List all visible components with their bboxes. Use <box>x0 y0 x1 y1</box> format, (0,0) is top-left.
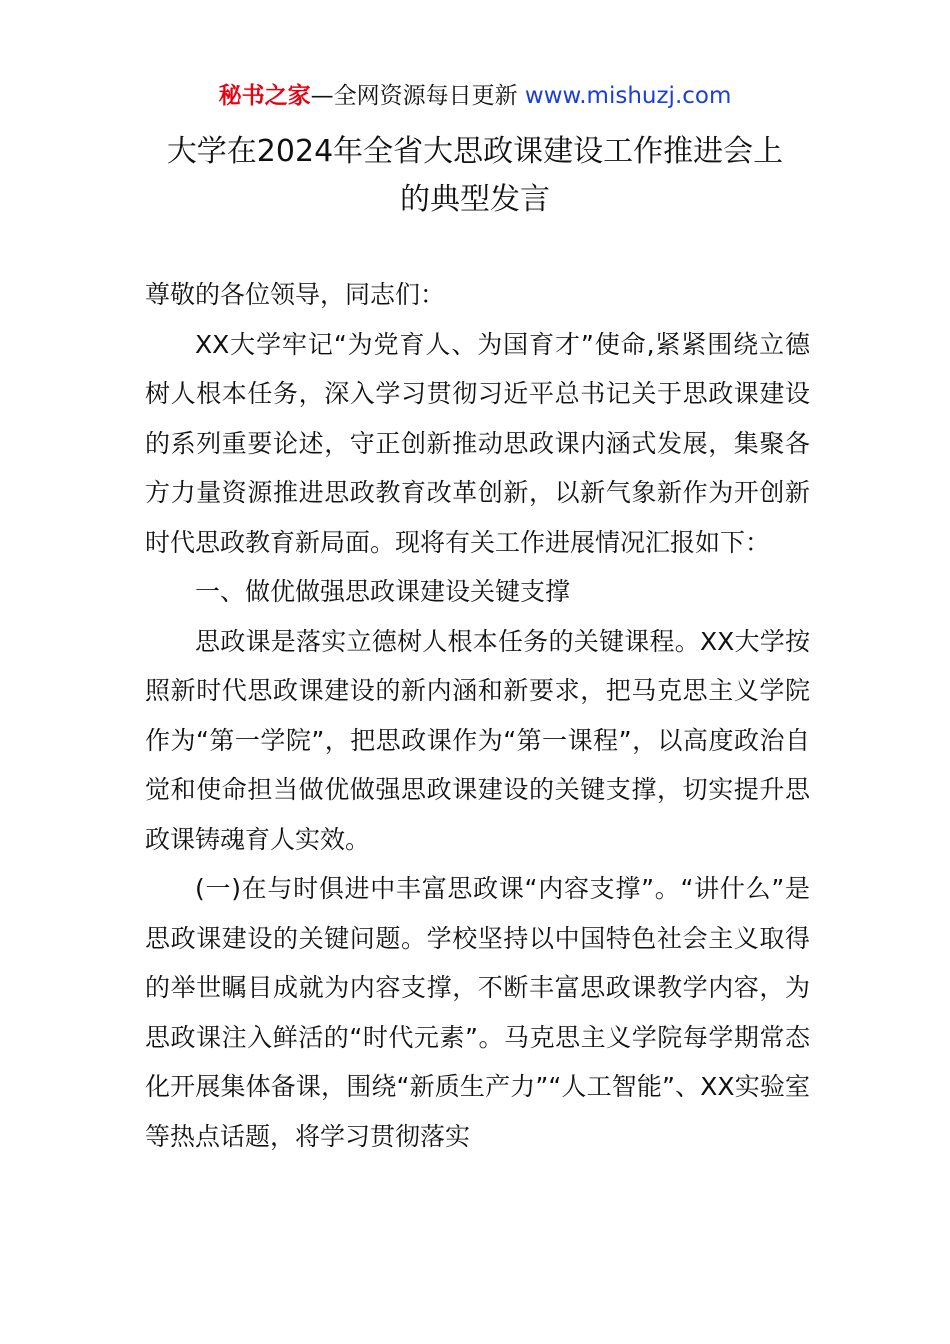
paragraph-section-1: 思政课是落实立德树人根本任务的关键课程。XX大学按照新时代思政课建设的新内涵和新要求，把马克思主义学院作为“第一学院”，把思政课作为“第一课程”，以高度政治自觉和使命担当做优做强思政课建设的关键支撑，切实提升思政课铸魂育人实效。 <box>145 626 810 854</box>
title-line-2: 的典型发言 <box>400 182 550 217</box>
site-brand: 秘书之家 <box>218 83 311 109</box>
site-header <box>0 80 950 112</box>
paragraph-intro: XX大学牢记“为党育人、为国育才”使命,紧紧围绕立德树人根本任务，深入学习贯彻习近平总书记关于思政课建设的系列重要论述，守正创新推动思政课内涵式发展，集聚各方力量资源推进思政教育改革创新，以新气象新作为开创新时代思政教育新局面。现将有关工作进展情况汇报如下： <box>145 329 810 557</box>
title-line-1: 大学在2024年全省大思政课建设工作推进会上 <box>166 134 784 169</box>
document-body <box>145 270 810 1161</box>
site-url[interactable]: www.mishuzj.com <box>524 83 732 109</box>
site-tagline: —全网资源每日更新 <box>310 83 518 109</box>
document-title <box>0 128 950 224</box>
section-heading-1: 一、做优做强思政课建设关键支撑 <box>195 577 571 606</box>
salutation: 尊敬的各位领导，同志们： <box>145 280 446 309</box>
paragraph-subsection-1: (一)在与时俱进中丰富思政课“内容支撑”。“讲什么”是思政课建设的关键问题。学校坚持以中国特色社会主义取得的举世瞩目成就为内容支撑，不断丰富思政课教学内容，为思政课注入鲜活的“时代元素”。马克思主义学院每学期常态化开展集体备课，围绕“新质生产力”“人工智能”、XX实验室等热点话题，将学习贯彻落实 <box>145 874 810 1151</box>
